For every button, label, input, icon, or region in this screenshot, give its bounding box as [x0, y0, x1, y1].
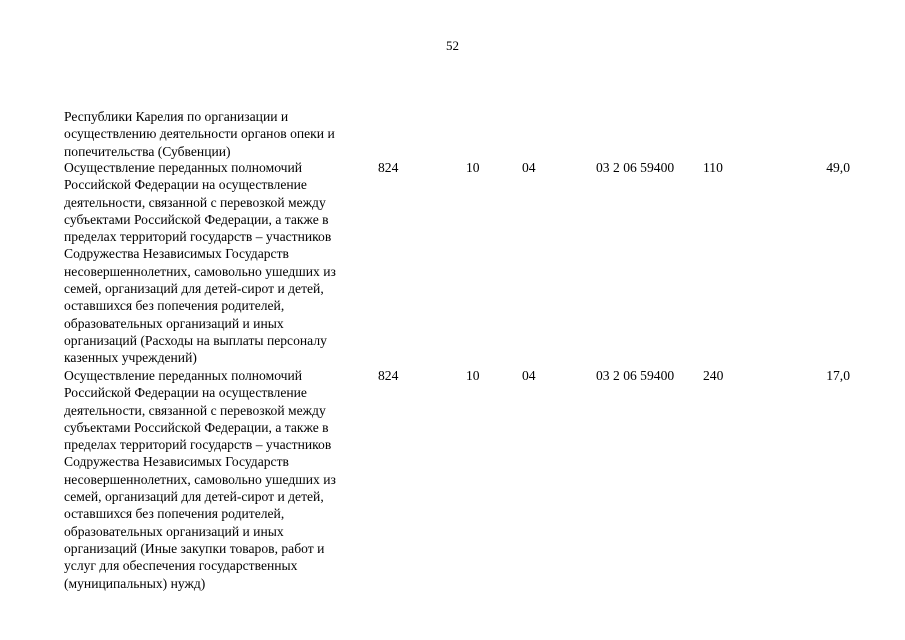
- subsection-code: 04: [522, 368, 536, 383]
- expense-type-code: 240: [703, 368, 724, 383]
- continuation-text: Республики Карелия по организации и осуществлению деятельности органов опеки и попечительства (Субвенции): [64, 109, 335, 159]
- section-code: 10: [466, 368, 480, 383]
- section-code: 10: [466, 160, 480, 175]
- expense-type-code: 110: [703, 160, 723, 175]
- target-article-code: 03 2 06 59400: [596, 368, 675, 383]
- row-description: Осуществление переданных полномочий Российской Федерации на осуществление деятельности, связанной с перевозкой между субъектами Российской Федерации, а также в пределах территорий государств – участников Содружества Независимых Государств несовершеннолетних, самовольно ушедших из семей, организаций для детей-сирот и детей, оставшихся без попечения родителей, образовательных организаций и иных организаций (Расходы на выплаты персоналу казенных учреждений): [64, 160, 336, 366]
- amount: 49,0: [826, 160, 850, 175]
- subsection-code: 04: [522, 160, 536, 175]
- page-number: 52: [446, 38, 459, 53]
- ved-code: 824: [378, 368, 399, 383]
- row-description: Осуществление переданных полномочий Российской Федерации на осуществление деятельности, связанной с перевозкой между субъектами Российской Федерации, а также в пределах территорий государств – участников Содружества Независимых Государств несовершеннолетних, самовольно ушедших из семей, организаций для детей-сирот и детей, оставшихся без попечения родителей, образовательных организаций и иных организаций (Иные закупки товаров, работ и услуг для обеспечения государственных (муниципальных) нужд): [64, 368, 336, 591]
- ved-code: 824: [378, 160, 399, 175]
- target-article-code: 03 2 06 59400: [596, 160, 675, 175]
- amount: 17,0: [826, 368, 850, 383]
